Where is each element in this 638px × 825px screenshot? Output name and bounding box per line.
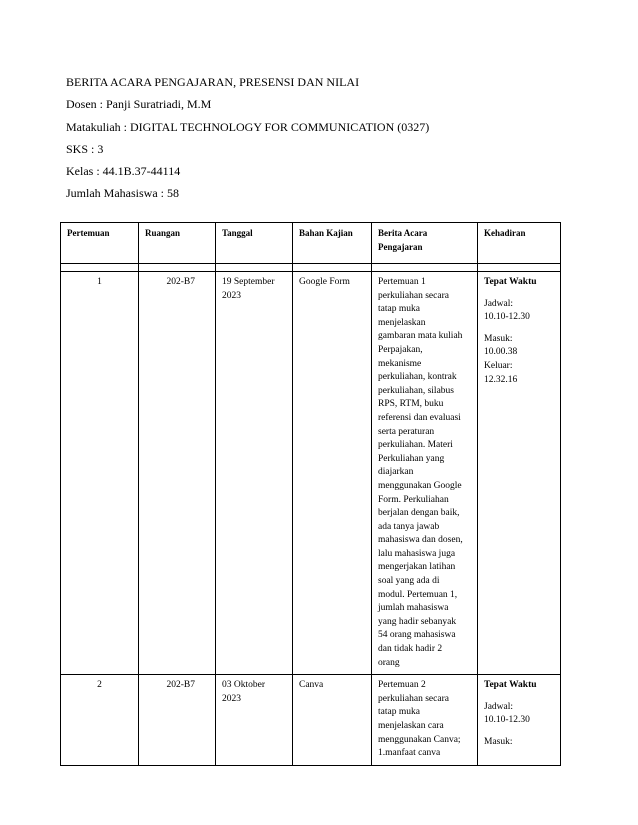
attendance-status: Tepat Waktu — [484, 277, 537, 287]
attendance-table — [60, 222, 561, 766]
desc-line: soal yang ada di — [378, 576, 440, 587]
desc-line: mahasiswa dan dosen, — [378, 535, 463, 546]
desc-line: menggunakan Canva; — [378, 734, 461, 745]
cell-tanggal: 03 Oktober 2023 — [216, 675, 293, 766]
document-header — [66, 74, 429, 208]
desc-line: RPS, RTM, buku — [378, 399, 444, 410]
cell-tanggal: 19 September 2023 — [216, 272, 293, 675]
checkin-block — [484, 333, 554, 387]
desc-line: menjelaskan cara — [378, 721, 444, 731]
desc-line: Perkuliahan yang — [378, 453, 445, 464]
course-line: Matakuliah : DIGITAL TECHNOLOGY FOR COMMUNICATION (0327) — [66, 119, 430, 134]
cell-pertemuan: 1 — [61, 272, 139, 675]
desc-line: mengerjakan latihan — [378, 562, 456, 573]
desc-line: dan tidak hadir 2 — [378, 644, 443, 655]
desc-line: 54 orang mahasiswa — [378, 630, 456, 641]
desc-line: gambaran mata kuliah — [378, 331, 463, 342]
checkin-label: Masuk: — [484, 333, 513, 344]
table-row — [61, 272, 561, 675]
desc-line: modul. Pertemuan 1, — [378, 589, 458, 600]
desc-line: yang hadir sebanyak — [378, 616, 457, 627]
desc-line: berjalan dengan baik, — [378, 508, 460, 519]
header-tanggal: Tanggal — [216, 223, 293, 264]
lecturer-line: Dosen : Panji Suratriadi, M.M — [66, 97, 212, 112]
desc-line: menjelaskan — [378, 317, 426, 328]
cell-bahan-kajian: Canva — [293, 675, 372, 766]
checkin-value: 10.00.38 — [484, 347, 518, 358]
desc-line: diajarkan — [378, 467, 414, 478]
cell-berita-acara — [372, 675, 478, 766]
cell-bahan-kajian: Google Form — [293, 272, 372, 675]
student-count-line: Jumlah Mahasiswa : 58 — [66, 186, 179, 201]
cell-berita-acara — [372, 272, 478, 675]
desc-line: orang — [378, 657, 400, 668]
header-pertemuan: Pertemuan — [61, 223, 139, 264]
cell-kehadiran — [478, 272, 561, 675]
desc-line: menggunakan Google — [378, 480, 462, 491]
desc-line: perkuliahan secara — [378, 290, 449, 301]
desc-line: Perpajakan, — [378, 344, 423, 355]
table-row — [61, 675, 561, 766]
desc-line: ada tanya jawab — [378, 521, 440, 532]
checkout-value: 12.32.16 — [484, 374, 518, 385]
desc-line: lalu mahasiswa juga — [378, 548, 456, 559]
header-berita-acara: Berita Acara Pengajaran — [372, 223, 478, 264]
schedule-label: Jadwal: — [484, 298, 514, 309]
desc-line: Pertemuan 2 — [378, 680, 426, 691]
desc-line: serta peraturan — [378, 426, 435, 437]
header-bahan-kajian: Bahan Kajian — [293, 223, 372, 264]
desc-line: mekanisme — [378, 358, 422, 369]
table-header-row — [61, 223, 561, 264]
checkin-label: Masuk: — [484, 737, 513, 747]
checkin-block — [484, 736, 554, 750]
desc-line: perkuliahan. Materi — [378, 440, 453, 451]
desc-line: referensi dan evaluasi — [378, 412, 461, 423]
spacer-row — [61, 264, 561, 272]
credits-line: SKS : 3 — [66, 141, 104, 156]
schedule-label: Jadwal: — [484, 701, 514, 712]
desc-line: perkuliahan secara — [378, 693, 449, 704]
class-line: Kelas : 44.1B.37-44114 — [66, 164, 181, 179]
desc-line: tatap muka — [378, 707, 420, 718]
desc-line: perkuliahan, silabus — [378, 385, 454, 396]
schedule-block — [484, 701, 554, 728]
cell-kehadiran — [478, 675, 561, 766]
desc-line: tatap muka — [378, 304, 420, 315]
desc-line: Pertemuan 1 — [378, 277, 426, 287]
cell-ruangan: 202-B7 — [139, 675, 216, 766]
schedule-value: 10.10-12.30 — [484, 715, 530, 726]
schedule-block — [484, 298, 554, 325]
attendance-status: Tepat Waktu — [484, 680, 537, 691]
document-title: BERITA ACARA PENGAJARAN, PRESENSI DAN NILAI — [66, 75, 360, 89]
header-kehadiran: Kehadiran — [478, 223, 561, 264]
desc-line: jumlah mahasiswa — [378, 603, 449, 614]
desc-line: 1.manfaat canva — [378, 748, 441, 759]
desc-line: perkuliahan, kontrak — [378, 372, 457, 383]
cell-ruangan: 202-B7 — [139, 272, 216, 675]
checkout-label: Keluar: — [484, 360, 513, 371]
schedule-value: 10.10-12.30 — [484, 312, 530, 323]
header-ruangan: Ruangan — [139, 223, 216, 264]
cell-pertemuan: 2 — [61, 675, 139, 766]
desc-line: Form. Perkuliahan — [378, 494, 449, 505]
